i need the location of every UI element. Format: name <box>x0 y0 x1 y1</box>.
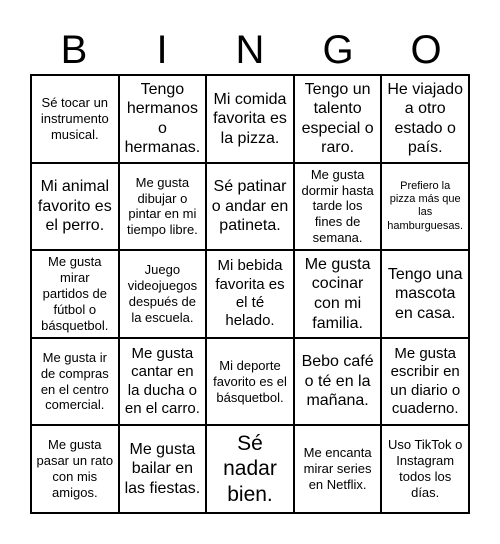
bingo-cell-r4-c5[interactable] <box>381 338 469 426</box>
cell-text: Me gusta ir de compras en el centro comercial. <box>40 349 109 413</box>
bingo-cell-r5-c3[interactable] <box>206 425 294 513</box>
header-letter-i: I <box>156 28 168 72</box>
bingo-cell-r5-c4[interactable] <box>294 425 382 513</box>
bingo-header <box>30 26 470 74</box>
cell-text: Me gusta cocinar con mi familia. <box>304 255 371 332</box>
cell-text: He viajado a otro estado o país. <box>387 80 463 157</box>
cell-text: Me gusta pasar un rato con mis amigos. <box>36 437 114 501</box>
cell-text: Tengo una mascota en casa. <box>387 265 463 322</box>
header-letter-b: B <box>60 28 88 72</box>
bingo-cell-r1-c1[interactable] <box>31 75 119 163</box>
cell-text: Uso TikTok o Instagram todos los días. <box>387 437 463 501</box>
cell-text: Mi deporte favorito es el básquetbol. <box>213 357 287 405</box>
cell-text: Tengo un talento especial o raro. <box>301 80 374 157</box>
header-letter-n: N <box>235 28 265 72</box>
bingo-cell-r1-c2[interactable] <box>119 75 207 163</box>
cell-text: Bebo café o té en la mañana. <box>301 353 374 410</box>
bingo-cell-r3-c2[interactable] <box>119 250 207 338</box>
bingo-cell-r2-c3[interactable] <box>206 163 294 251</box>
cell-text: Sé patinar o andar en patineta. <box>211 178 289 235</box>
cell-text: Sé nadar bien. <box>223 431 277 506</box>
bingo-cell-r2-c1[interactable] <box>31 163 119 251</box>
header-letter-g: G <box>322 28 354 72</box>
cell-text: Sé tocar un instrumento musical. <box>40 95 109 142</box>
bingo-cell-r1-c5[interactable] <box>381 75 469 163</box>
cell-text: Me gusta cantar en la ducha o en el carro. <box>124 345 200 417</box>
bingo-cell-r2-c4[interactable] <box>294 163 382 251</box>
cell-text: Mi comida favorita es la pizza. <box>213 90 287 147</box>
cell-text: Prefiero la pizza más que las hamburguesas. <box>387 179 464 232</box>
cell-text: Tengo hermanos o hermanas. <box>124 80 201 157</box>
cell-text: Me gusta escribir en un diario o cuaderno. <box>390 345 461 417</box>
bingo-cell-r4-c3[interactable] <box>206 338 294 426</box>
header-letter-o: O <box>410 28 442 72</box>
bingo-cell-r3-c1[interactable] <box>31 250 119 338</box>
cell-text: Juego videojuegos después de la escuela. <box>127 262 198 325</box>
cell-text: Me gusta dormir hasta tarde los fines de semana. <box>301 166 374 246</box>
bingo-cell-r1-c3[interactable] <box>206 75 294 163</box>
bingo-cell-r4-c2[interactable] <box>119 338 207 426</box>
cell-text: Me gusta bailar en las fiestas. <box>124 440 201 497</box>
bingo-cell-r3-c4[interactable] <box>294 250 382 338</box>
bingo-cell-r5-c2[interactable] <box>119 425 207 513</box>
bingo-cell-r3-c3[interactable] <box>206 250 294 338</box>
bingo-cell-r5-c5[interactable] <box>381 425 469 513</box>
bingo-cell-r2-c5[interactable] <box>381 163 469 251</box>
cell-text: Me encanta mirar series en Netflix. <box>303 445 372 493</box>
bingo-cell-r4-c4[interactable] <box>294 338 382 426</box>
bingo-cell-r1-c4[interactable] <box>294 75 382 163</box>
bingo-cell-r2-c2[interactable] <box>119 163 207 251</box>
cell-text: Mi bebida favorita es el té helado. <box>215 257 285 330</box>
cell-text: Me gusta mirar partidos de fútbol o básquetbol. <box>41 254 109 333</box>
bingo-cell-r4-c1[interactable] <box>31 338 119 426</box>
bingo-cell-r3-c5[interactable] <box>381 250 469 338</box>
bingo-cell-r5-c1[interactable] <box>31 425 119 513</box>
cell-text: Mi animal favorito es el perro. <box>37 178 112 235</box>
cell-text: Me gusta dibujar o pintar en mi tiempo libre. <box>126 174 198 238</box>
bingo-grid <box>30 74 470 514</box>
